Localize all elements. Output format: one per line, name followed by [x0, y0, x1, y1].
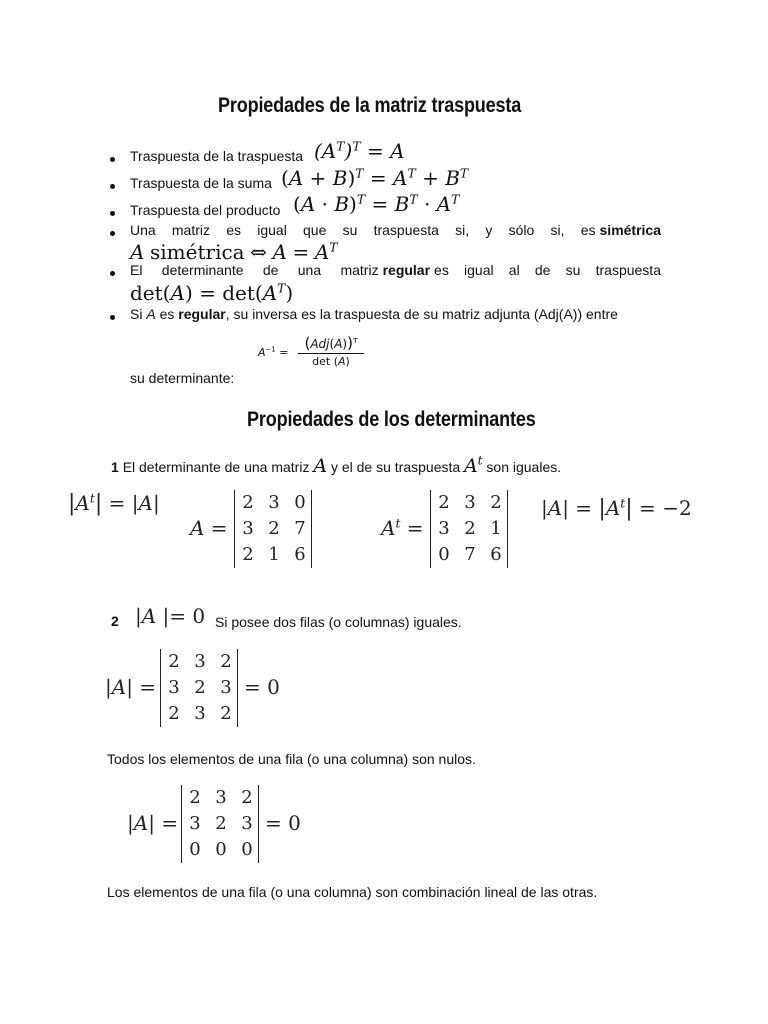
matrix-cell: 0	[438, 544, 450, 565]
matrix-cell: 2	[215, 813, 227, 834]
bullet	[110, 184, 115, 189]
matrix-cell: 2	[268, 518, 280, 539]
matrix-a	[234, 490, 312, 568]
det-value: 0	[192, 604, 206, 628]
matrix-cell: 2	[464, 518, 476, 539]
item-line: , su inversa es la traspuesta de su matriz adjunta (Adj(A)) entre	[225, 306, 618, 322]
item-text-symmetric	[130, 222, 661, 238]
det-result: = 0	[265, 811, 301, 835]
matrix-cell: 6	[490, 544, 502, 565]
item-line: es igual al de su traspuesta	[434, 262, 661, 278]
formula-determinant: $\det(A) = \det(A^T)$	[130, 280, 294, 305]
formula-det-value: $|A| = |A^t| = -2$	[541, 495, 692, 521]
matrix-cell: 1	[490, 518, 502, 539]
det-value: −2	[662, 496, 692, 520]
bold-term: regular	[178, 306, 226, 322]
matrix-equal-rows	[160, 649, 238, 727]
property-1-text: 1 El determinante de una matriz A y el de su traspuesta $A^t$ son iguales.	[111, 453, 562, 477]
det-result: = 0	[244, 675, 280, 699]
matrix-cell: 0	[241, 839, 253, 860]
matrix-label: |A| =	[127, 811, 179, 835]
matrix-cell: 2	[438, 492, 450, 513]
matrix-cell: 2	[220, 651, 232, 672]
bullet	[110, 271, 115, 276]
matrix-cell: 3	[194, 651, 206, 672]
matrix-cell: 3	[189, 813, 201, 834]
formula-det-zero: |A |= 0	[135, 604, 206, 628]
matrix-cell: 3	[438, 518, 450, 539]
formula-det-transpose: $|A^t| = |A|$	[68, 490, 160, 516]
matrix-cell: 2	[220, 703, 232, 724]
property-text: Si posee dos filas (o columnas) iguales.	[215, 614, 462, 630]
formula-transpose-product: $(A \cdot B)^T = B^T \cdot A^T$	[293, 191, 460, 216]
item-symbol: A	[146, 306, 156, 322]
bullet	[110, 231, 115, 236]
matrix-label: |A| =	[105, 675, 157, 699]
section-title-transpose: Propiedades de la matriz traspuesta	[218, 94, 522, 117]
property-text: Todos los elementos de una fila (o una columna) son nulos.	[107, 751, 476, 767]
matrix-cell: 2	[242, 492, 254, 513]
matrix-cell: 2	[189, 787, 201, 808]
item-text-inverse	[130, 306, 661, 322]
matrix-cell: 3	[168, 677, 180, 698]
property-number: 1	[111, 459, 119, 475]
bold-term: simétrica	[599, 222, 661, 238]
matrix-cell: 3	[242, 518, 254, 539]
matrix-zero-row	[181, 785, 259, 863]
item-text-determinant	[130, 262, 661, 278]
formula-inverse-fraction: $(Adj(A))^T$ det (A)	[296, 334, 366, 368]
matrix-cell: 3	[220, 677, 232, 698]
matrix-cell: 6	[294, 544, 306, 565]
item-label: Traspuesta de la suma	[130, 175, 272, 191]
property-text: son iguales.	[486, 459, 562, 475]
matrix-cell: 3	[241, 813, 253, 834]
matrix-cell: 2	[241, 787, 253, 808]
formula-symmetric: A simétrica ⇔ $A = A^T$	[130, 239, 338, 264]
formula-inverse-lhs: $A^{-1}$ =	[258, 345, 289, 359]
bullet	[110, 157, 115, 162]
matrix-cell: 0	[189, 839, 201, 860]
matrix-cell: 7	[464, 544, 476, 565]
item-line: El determinante de una matriz	[130, 262, 379, 278]
formula-transpose-transpose: $(A^T)^T = A$	[314, 138, 405, 163]
item-line: Una matriz es igual que su traspuesta si, y sólo si, es	[130, 222, 596, 238]
matrix-label-a: A =	[190, 516, 228, 540]
formula-transpose-sum: $(A + B)^T = A^T + B^T$	[281, 165, 469, 190]
item-label: Traspuesta del producto	[130, 202, 281, 218]
bullet	[110, 211, 115, 216]
property-text: El determinante de una matriz	[122, 459, 310, 475]
matrix-cell: 0	[215, 839, 227, 860]
det-value: 0	[288, 811, 301, 835]
section-title-determinants: Propiedades de los determinantes	[247, 408, 536, 431]
item-line: su determinante:	[130, 370, 235, 386]
property-text: y el de su traspuesta	[330, 459, 461, 475]
item-word: Si	[130, 306, 143, 322]
matrix-cell: 2	[168, 703, 180, 724]
matrix-cell: 2	[194, 677, 206, 698]
item-word: es	[159, 306, 175, 322]
det-value: 0	[267, 675, 280, 699]
matrix-cell: 2	[242, 544, 254, 565]
matrix-cell: 1	[268, 544, 280, 565]
item-label: Traspuesta de la traspuesta	[130, 148, 304, 164]
bold-term: regular	[382, 262, 431, 278]
bullet	[110, 315, 115, 320]
matrix-cell: 3	[194, 703, 206, 724]
matrix-label-at: $A^t$ =	[381, 515, 424, 540]
matrix-cell: 2	[490, 492, 502, 513]
matrix-cell: 7	[294, 518, 306, 539]
matrix-cell: 3	[215, 787, 227, 808]
matrix-at	[430, 490, 508, 568]
matrix-cell: 0	[294, 492, 306, 513]
property-text: Los elementos de una fila (o una columna) son combinación lineal de las otras.	[107, 884, 598, 900]
matrix-cell: 2	[168, 651, 180, 672]
matrix-cell: 3	[464, 492, 476, 513]
matrix-cell: 3	[268, 492, 280, 513]
property-number: 2	[111, 613, 119, 629]
